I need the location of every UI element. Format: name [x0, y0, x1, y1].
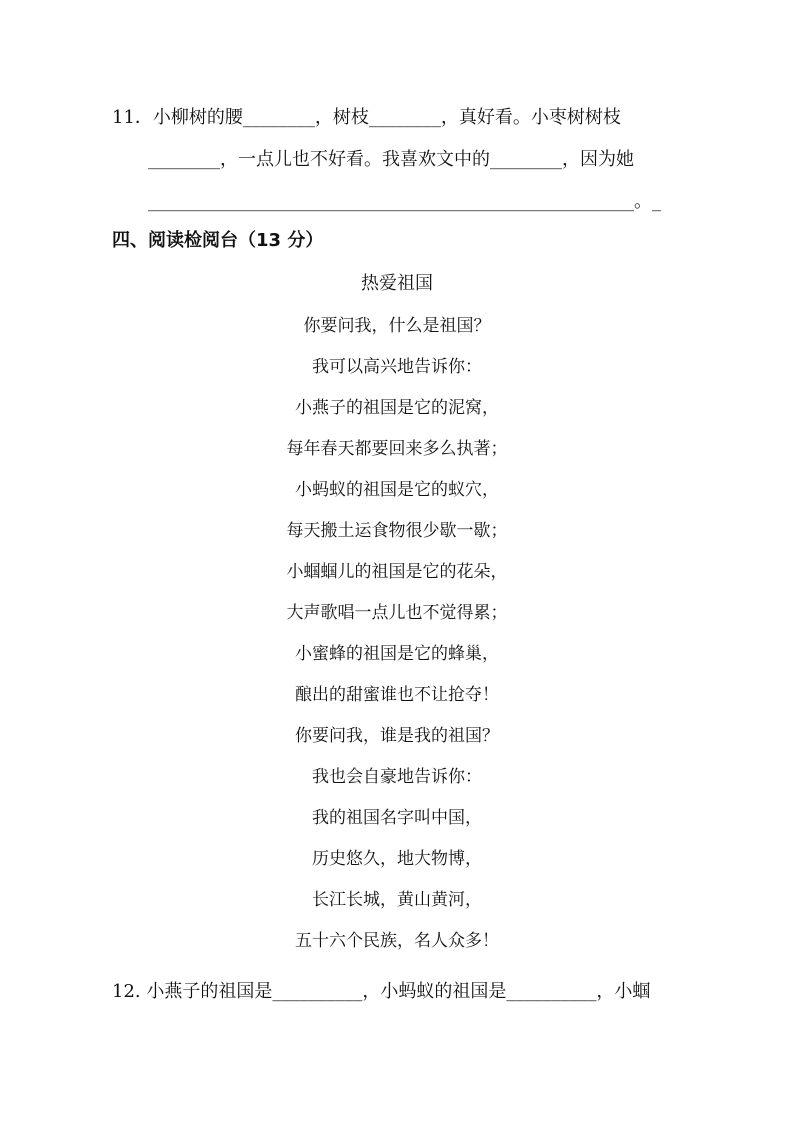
question-12-line-1: 12. 小燕子的祖国是__________，小蚂蚁的祖国是__________，小蝈: [112, 981, 651, 1002]
poem-line: 我也会自豪地告诉你：: [312, 767, 482, 787]
poem-line: 你要问我，什么是祖国？: [303, 316, 491, 336]
poem-line: 长江长城，黄山黄河，: [312, 890, 482, 910]
question-11-line-2: ________，一点儿也不好看。我喜欢文中的________，因为她: [148, 149, 634, 170]
poem-line: 历史悠久，地大物博，: [312, 849, 482, 869]
poem-title: 热爱祖国: [361, 273, 433, 294]
poem-line: 小蜜蜂的祖国是它的蜂巢，: [295, 644, 499, 664]
poem-line: 每年春天都要回来多么执著；: [286, 439, 508, 459]
poem-body: [0, 314, 794, 970]
poem-line: 我的祖国名字叫中国，: [312, 808, 482, 828]
poem-line: 你要问我，谁是我的祖国？: [295, 726, 499, 746]
poem-line: 五十六个民族，名人众多！: [295, 931, 499, 951]
poem-line: 我可以高兴地告诉你：: [312, 357, 482, 377]
poem-line: 小燕子的祖国是它的泥窝，: [295, 398, 499, 418]
section-4-heading: 四、阅读检阅台（13 分）: [112, 230, 324, 251]
question-11-answer-line: ______________________________________________________。_: [148, 191, 661, 212]
poem-line: 每天搬土运食物很少歇一歇；: [286, 521, 508, 541]
poem-line: 酿出的甜蜜谁也不让抢夺！: [295, 685, 499, 705]
poem-line: 大声歌唱一点儿也不觉得累；: [286, 603, 508, 623]
poem-line: 小蚂蚁的祖国是它的蚁穴，: [295, 480, 499, 500]
question-11-line-1: 11．小柳树的腰________，树枝________，真好看。小枣树树枝: [112, 107, 621, 128]
poem-line: 小蝈蝈儿的祖国是它的花朵，: [286, 562, 508, 582]
